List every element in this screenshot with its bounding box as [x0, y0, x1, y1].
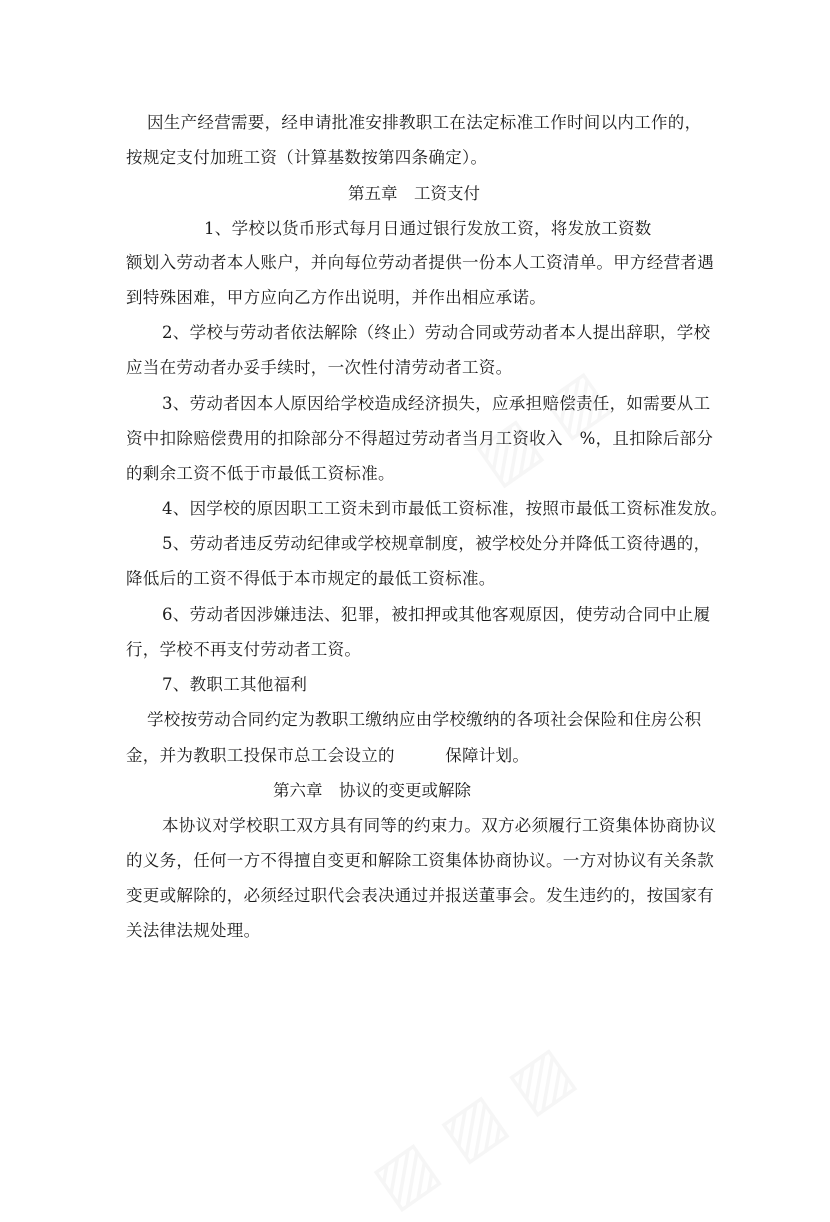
item-2-line-2: 应当在劳动者办妥手续时，一次性付清劳动者工资。 [126, 358, 513, 377]
item-1-line-2: 额划入劳动者本人账户，并向每位劳动者提供一份本人工资清单。甲方经营者遇 [126, 253, 714, 272]
watermark-mark-bottom [359, 1032, 587, 1222]
item-1-line-1: 1、学校以货币形式每月日通过银行发放工资，将发放工资数 [204, 219, 652, 238]
item-5-line-2: 降低后的工资不得低于本市规定的最低工资标准。 [126, 569, 496, 588]
chapter-6-title: 第六章 协议的变更或解除 [273, 781, 471, 800]
item-2-line-1: 2、学校与劳动者依法解除（终止）劳动合同或劳动者本人提出辞职，学校 [162, 323, 711, 342]
chapter-6-line-1: 本协议对学校职工双方具有同等的约束力。双方必须履行工资集体协商协议 [162, 816, 717, 835]
chapter-6-line-2: 的义务，任何一方不得擅自变更和解除工资集体协商协议。一方对协议有关条款 [126, 851, 714, 870]
item-3-line-3: 的剩余工资不低于市最低工资标准。 [126, 464, 395, 483]
item-6-line-1: 6、劳动者因涉嫌违法、犯罪，被扣押或其他客观原因，使劳动合同中止履 [162, 605, 711, 624]
item-6-line-2: 行，学校不再支付劳动者工资。 [126, 640, 362, 659]
welfare-line-2: 金，并为教职工投保市总工会设立的 保障计划。 [126, 746, 530, 765]
chapter-6-line-4: 关法律法规处理。 [126, 921, 261, 940]
paragraph-overtime-line-2: 按规定支付加班工资（计算基数按第四条确定）。 [126, 148, 488, 167]
item-7-line-1: 7、教职工其他福利 [162, 675, 308, 694]
item-1-line-3: 到特殊困难，甲方应向乙方作出说明，并作出相应承诺。 [126, 288, 546, 307]
chapter-5-title: 第五章 工资支付 [348, 184, 480, 203]
item-3-line-2: 资中扣除赔偿费用的扣除部分不得超过劳动者当月工资收入 %，且扣除后部分 [126, 429, 714, 448]
item-5-line-1: 5、劳动者违反劳动纪律或学校规章制度，被学校处分并降低工资待遇的， [162, 534, 711, 553]
item-4-line-1: 4、因学校的原因职工工资未到市最低工资标准，按照市最低工资标准发放。 [162, 499, 728, 518]
chapter-6-line-3: 变更或解除的，必须经过职代会表决通过并报送董事会。发生违约的，按国家有 [126, 886, 714, 905]
paragraph-overtime-line-1: 因生产经营需要，经申请批准安排教职工在法定标准工作时间以内工作的， [147, 113, 702, 132]
welfare-line-1: 学校按劳动合同约定为教职工缴纳应由学校缴纳的各项社会保险和住房公积 [147, 710, 702, 729]
item-3-line-1: 3、劳动者因本人原因给学校造成经济损失，应承担赔偿责任，如需要从工 [162, 394, 711, 413]
